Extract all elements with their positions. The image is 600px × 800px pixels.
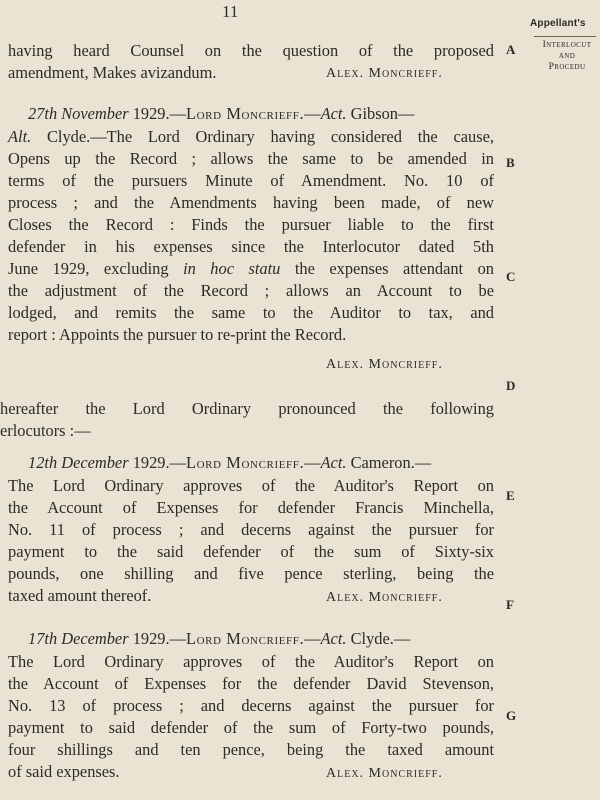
margin-letter-e: E (506, 488, 515, 503)
interlocutor-heading: 27th November 1929.—Lord Moncrieff.—Act. Gibson— (28, 104, 415, 123)
margin-note-line: Procedu (548, 62, 586, 72)
text-line: June 1929, excluding in hoc statu the expenses attendant on (8, 259, 495, 278)
signature: Alex. Moncrieff. (326, 357, 443, 372)
text-line: terms of the pursuers Minute of Amendment. No. 10 of (8, 171, 494, 190)
margin-letter-c: C (506, 269, 516, 284)
text-line: lodged, and remits the same to the Auditor to tax, and (8, 303, 494, 322)
signature: Alex. Moncrieff. (326, 766, 443, 781)
margin-letter-g: G (506, 708, 517, 723)
text-line: Opens up the Record ; allows the same to be amended in (8, 149, 494, 168)
margin-letter-b: B (506, 155, 515, 170)
text-line: No. 11 of process ; and decerns against the pursuer for (8, 520, 494, 539)
text-line: payment to the said defender of the sum of Sixty-six (8, 542, 494, 561)
text-line: No. 13 of process ; and decerns against the pursuer for (8, 696, 494, 715)
page-number: 11 (222, 2, 239, 21)
text-line: The Lord Ordinary approves of the Auditor's Report on (8, 476, 494, 495)
margin-rule (534, 36, 596, 37)
text-line: report : Appoints the pursuer to re-print the Record. (8, 325, 347, 344)
text-line: pounds, one shilling and five pence sterling, being the (8, 564, 494, 583)
interlocutor-heading: 17th December 1929.—Lord Moncrieff.—Act. Clyde.— (28, 629, 411, 648)
text-line: taxed amount thereof. (8, 586, 152, 605)
text-line: the Account of Expenses for the defender David Stevenson, (8, 674, 494, 693)
text-line: amendment, Makes avizandum. (8, 63, 217, 82)
text-line: hereafter the Lord Ordinary pronounced the following (0, 399, 494, 418)
text-line: defender in his expenses since the Interlocutor dated 5th (8, 237, 494, 256)
text-line: The Lord Ordinary approves of the Auditor's Report on (8, 652, 494, 671)
margin-letter-d: D (506, 378, 516, 393)
margin-letter-f: F (506, 597, 514, 612)
text-line: the adjustment of the Record ; allows an Account to be (8, 281, 494, 300)
interlocutor-heading: 12th December 1929.—Lord Moncrieff.—Act. Cameron.— (28, 453, 432, 472)
text-line: four shillings and ten pence, being the taxed amount (8, 740, 494, 759)
margin-heading: Appellant's (530, 18, 586, 29)
signature: Alex. Moncrieff. (326, 590, 443, 605)
text-line: having heard Counsel on the question of the proposed (8, 41, 494, 60)
text-line: Closes the Record : Finds the pursuer liable to the first (8, 215, 494, 234)
margin-letter-a: A (506, 42, 516, 57)
margin-note-line: and (558, 51, 576, 61)
text-line: Alt. Clyde.—The Lord Ordinary having considered the cause, (8, 127, 494, 146)
signature: Alex. Moncrieff. (326, 66, 443, 81)
text-line: payment to said defender of the sum of Forty-two pounds, (8, 718, 494, 737)
text-line: the Account of Expenses for defender Francis Minchella, (8, 498, 494, 517)
text-line: of said expenses. (8, 762, 120, 781)
margin-note (534, 40, 600, 73)
text-line: process ; and the Amendments having been made, of new (8, 193, 494, 212)
text-line: erlocutors :— (0, 421, 91, 440)
margin-note-line: Interlocut (542, 40, 592, 50)
